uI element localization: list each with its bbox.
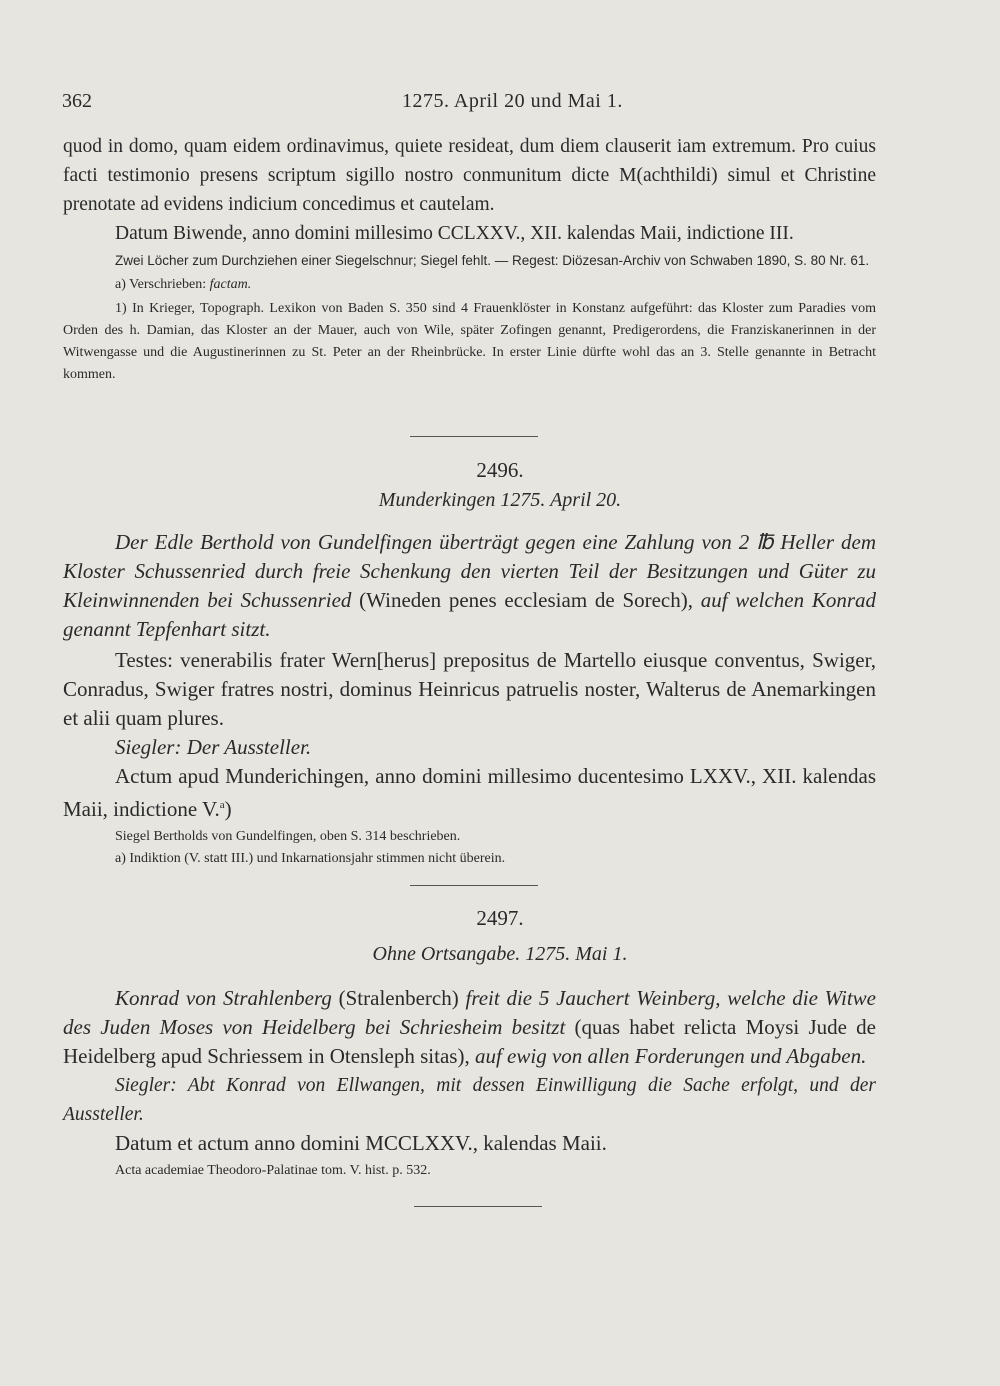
separator-rule [410, 885, 538, 886]
entry-number: 2496. [476, 458, 524, 482]
entry-dateline: Munderkingen 1275. April 20. [378, 489, 622, 511]
previous-entry-note: Zwei Löcher zum Durchziehen einer Siegelschnur; Siegel fehlt. — Regest: Diözesan-Archiv von Schwaben 1890, S. 80 Nr. 61. [115, 253, 870, 268]
previous-entry-text: quod in domo, quam eidem ordinavimus, quiete resideat, dum diem clauserit iam extremum. Pro cuius facti testimonio presens scriptum sigillo nostro conmunitum dicte M(achthildi) simul et Christine prenotate ad evidens indicium concedimus et cautelam. [63, 136, 876, 215]
entry-testes: Testes: venerabilis frater Wern[herus] prepositus de Martello eiusque conventus, Swiger, Conradus, Swiger fratres nostri, dominus Heinricus patruelis noster, Walterus de Anemarkingen et alii quam plures. [63, 648, 876, 730]
actum-end: ) [224, 797, 232, 821]
separator-rule [414, 1206, 542, 1207]
footnote-a-word: factam. [209, 277, 252, 292]
footnote-a-prefix: a) Verschrieben: [115, 277, 207, 292]
entry-siegler: Siegler: Abt Konrad von Ellwangen, mit dessen Einwilligung die Sache erfolgt, und der Aussteller. [63, 1075, 876, 1125]
entry-number: 2497. [476, 906, 524, 930]
regest-part: auf ewig von allen Forderungen und Abgaben. [474, 1044, 867, 1068]
entry-dateline: Ohne Ortsangabe. 1275. Mai 1. [372, 943, 628, 965]
page-number: 362 [62, 90, 92, 112]
entry-datum: Datum et actum anno domini MCCLXXV., kalendas Maii. [115, 1131, 607, 1155]
actum-text: Actum apud Munderichingen, anno domini millesimo ducentesimo LXXV., XII. kalendas Maii, indictione V. [63, 764, 876, 821]
entry-2497-body [63, 984, 876, 1182]
footnote-a [63, 274, 876, 296]
previous-entry-continuation [63, 132, 876, 386]
running-title: 1275. April 20 und Mai 1. [402, 90, 623, 112]
regest-part: auf welchen Konrad genannt Tepfenhart sitzt. [63, 588, 877, 641]
entry-seal-note: Siegel Bertholds von Gundelfingen, oben S. 314 beschrieben. [115, 829, 461, 844]
entry-2496-body [63, 528, 876, 870]
regest-part: Konrad von Strahlenberg [115, 986, 332, 1010]
entry-actum [63, 762, 876, 824]
entry-footnote-a: a) Indiktion (V. statt III.) und Inkarnationsjahr stimmen nicht überein. [115, 851, 506, 866]
actum-footnote-mark: a [219, 799, 225, 811]
entry-source-note: Acta academiae Theodoro-Palatinae tom. V. hist. p. 532. [115, 1163, 431, 1178]
entry-siegler: Siegler: Der Aussteller. [115, 735, 312, 759]
regest-latin: (Wineden penes ecclesiam de Sorech), [359, 588, 693, 612]
regest-latin: (Stralenberch) [338, 986, 459, 1010]
regest-part: Der Edle Berthold von Gundelfingen überträgt gegen eine Zahlung von 2 ℔ Heller dem Kloster Schussenried durch freie Schenkung den vierten Teil der Besitzungen und Güter zu Kleinwinnenden bei Schussenried [63, 530, 876, 612]
separator-rule [410, 436, 538, 437]
previous-entry-datum: Datum Biwende, anno domini millesimo CCLXXV., XII. kalendas Maii, indictione III. [115, 223, 794, 244]
footnote-1: 1) In Krieger, Topograph. Lexikon von Baden S. 350 sind 4 Frauenklöster in Konstanz aufgeführt: das Kloster zum Paradies vom Orden des h. Damian, das Kloster an der Mauer, auch von Wile, später Zofingen genannt, Predigerordens, die Franziskanerinnen in der Witwengasse und die Augustinerinnen zu St. Peter an der Rheinbrücke. In erster Linie dürfte wohl das an 3. Stelle genannte in Betracht kommen. [63, 301, 876, 382]
entry-regest [63, 528, 876, 644]
regest-part: freit die 5 Jauchert Weinberg, welche die Witwe des Juden Moses von Heidelberg bei Schriesheim besitzt [63, 986, 877, 1039]
page-header [62, 90, 940, 118]
entry-regest [63, 984, 876, 1071]
regest-latin: (quas habet relicta Moysi Jude de Heidelberg apud Schriessem in Otensleph sitas), [63, 1015, 876, 1068]
